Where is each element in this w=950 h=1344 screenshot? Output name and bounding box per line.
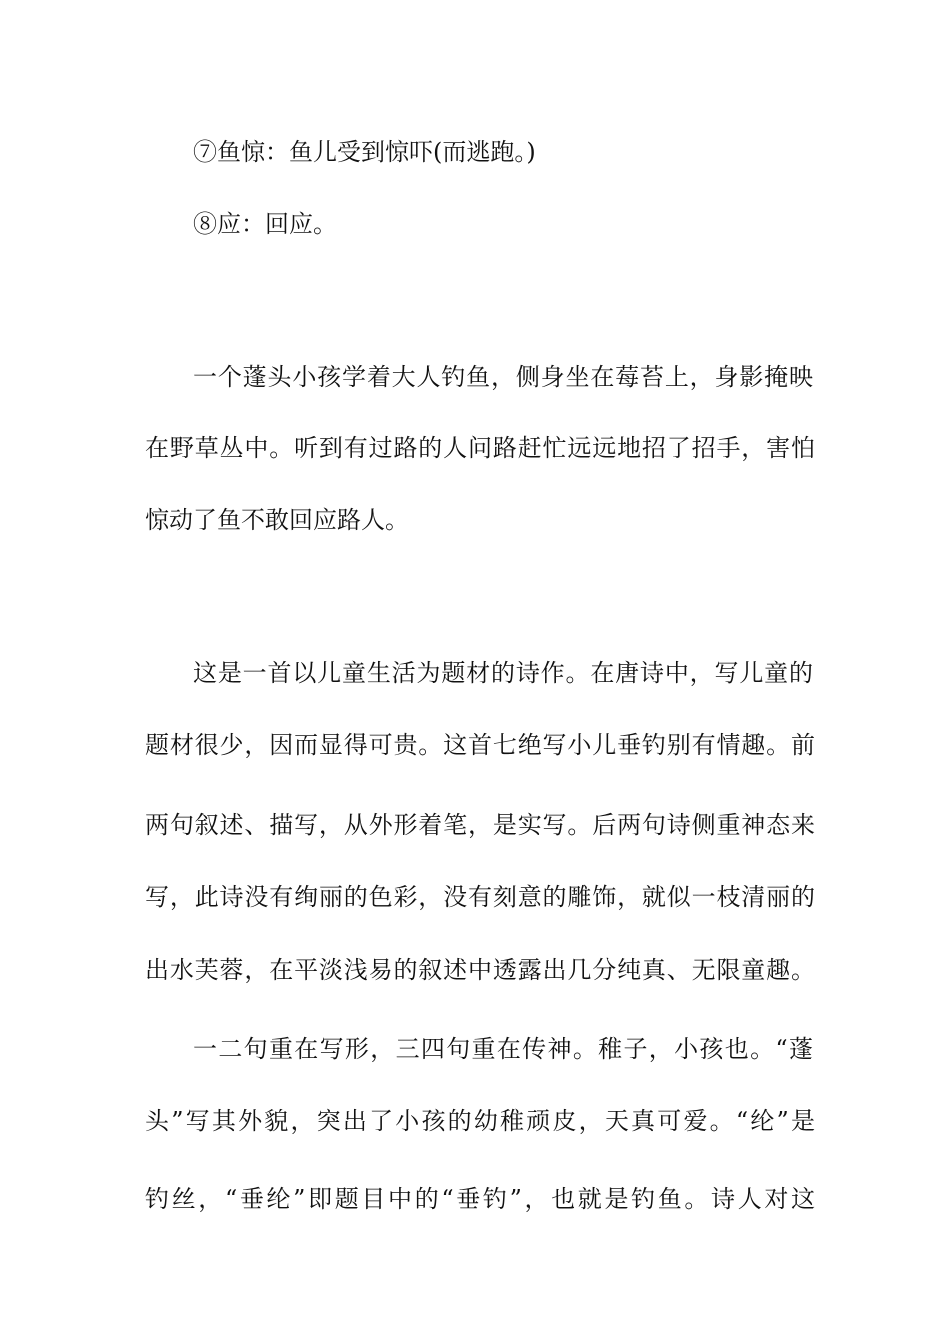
appreciation-line: 一二句重在写形，三四句重在传神。稚子，小孩也。“蓬 [193,1035,813,1063]
appreciation-line: 出水芙蓉，在平淡浅易的叙述中透露出几分纯真、无限童趣。 [145,956,815,984]
appreciation-line: 两句叙述、描写，从外形着笔，是实写。后两句诗侧重神态来 [145,811,815,839]
appreciation-line: 题材很少，因而显得可贵。这首七绝写小儿垂钓别有情趣。前 [145,731,815,759]
note-8: ⑧应：回应。 [193,210,337,238]
translation-line: 一个蓬头小孩学着大人钓鱼，侧身坐在莓苔上，身影掩映 [193,363,813,391]
translation-line: 惊动了鱼不敢回应路人。 [145,506,409,534]
appreciation-line: 头”写其外貌，突出了小孩的幼稚顽皮，天真可爱。“纶”是 [145,1107,815,1135]
note-7: ⑦鱼惊：鱼儿受到惊吓(而逃跑。) [193,138,536,166]
appreciation-line: 这是一首以儿童生活为题材的诗作。在唐诗中，写儿童的 [193,659,813,687]
appreciation-line: 写，此诗没有绚丽的色彩，没有刻意的雕饰，就似一枝清丽的 [145,883,815,911]
translation-line: 在野草丛中。听到有过路的人问路赶忙远远地招了招手，害怕 [145,434,815,462]
appreciation-line: 钓丝，“垂纶”即题目中的“垂钓”，也就是钓鱼。诗人对这 [145,1185,815,1213]
